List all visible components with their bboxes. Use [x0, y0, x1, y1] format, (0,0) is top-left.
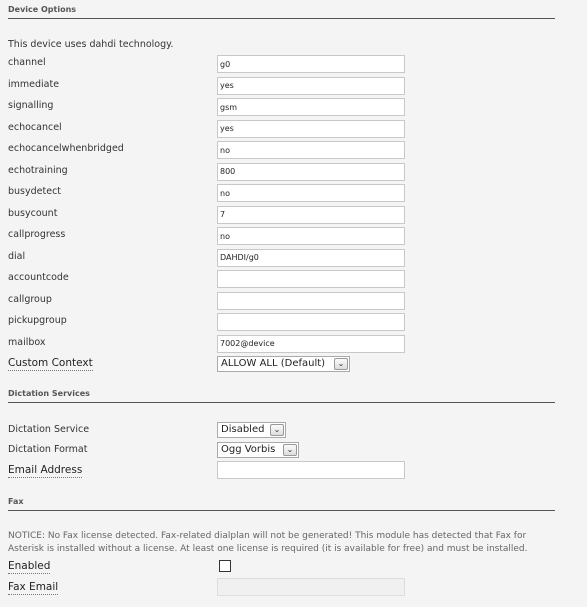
echocancel-input[interactable]	[217, 120, 405, 138]
dictation-service-label: Dictation Service	[8, 424, 90, 435]
fax-enabled-label: Enabled	[8, 560, 51, 572]
signalling-input[interactable]	[217, 98, 405, 116]
dial-input[interactable]	[217, 249, 405, 267]
chevron-down-icon: ⌄	[270, 424, 284, 436]
immediate-input[interactable]	[217, 77, 405, 95]
field-label-signalling: signalling	[8, 100, 54, 111]
field-label-accountcode: accountcode	[8, 272, 69, 283]
field-label-busycount: busycount	[8, 207, 58, 219]
field-label-echocancel: echocancel	[8, 121, 62, 133]
chevron-down-icon: ⌄	[334, 358, 348, 370]
field-label-mailbox: mailbox	[8, 336, 46, 348]
field-label-callprogress: callprogress	[8, 229, 66, 240]
field-label-immediate: immediate	[8, 78, 60, 90]
field-label-busydetect: busydetect	[8, 186, 62, 197]
device-technology-info: This device uses dahdi technology.	[8, 39, 174, 50]
channel-input[interactable]	[217, 55, 405, 73]
fax-enabled-checkbox[interactable]	[219, 560, 231, 572]
dictation-service-selected-value: Disabled	[221, 424, 265, 435]
field-label-echocancelwhenbridged: echocancelwhenbridged	[8, 143, 124, 154]
accountcode-input[interactable]	[217, 270, 405, 288]
callprogress-input[interactable]	[217, 227, 405, 245]
mailbox-input[interactable]	[217, 335, 405, 353]
echotraining-input[interactable]	[217, 163, 405, 181]
busycount-input[interactable]	[217, 206, 405, 224]
fax-header: Fax	[8, 497, 555, 511]
field-label-echotraining: echotraining	[8, 164, 68, 176]
device-options-header: Device Options	[8, 5, 555, 19]
dictation-format-selected-value: Ogg Vorbis	[221, 444, 276, 455]
email-address-input[interactable]	[217, 461, 405, 479]
dictation-services-header: Dictation Services	[8, 389, 555, 403]
fax-email-label: Fax Email	[8, 581, 59, 593]
field-label-dial: dial	[8, 250, 26, 262]
echocancelwhenbridged-input[interactable]	[217, 141, 405, 159]
fax-license-notice: NOTICE: No Fax license detected. Fax-related dialplan will not be generated! This module has detected that Fax for Asterisk is installed without a license. At least one license is required (it is available for free) and must be installed.	[8, 531, 528, 554]
chevron-down-icon: ⌄	[283, 444, 297, 456]
busydetect-input[interactable]	[217, 184, 405, 202]
custom-context-label: Custom Context	[8, 357, 93, 369]
pickupgroup-input[interactable]	[217, 313, 405, 331]
custom-context-selected-value: ALLOW ALL (Default)	[221, 358, 326, 369]
fax-email-input[interactable]	[217, 578, 405, 596]
dictation-format-select[interactable]	[217, 442, 299, 458]
dictation-format-label: Dictation Format	[8, 444, 88, 455]
field-label-pickupgroup: pickupgroup	[8, 315, 67, 326]
dictation-service-select[interactable]	[217, 422, 286, 438]
field-label-channel: channel	[8, 57, 46, 68]
email-address-label: Email Address	[8, 464, 83, 476]
callgroup-input[interactable]	[217, 292, 405, 310]
custom-context-select[interactable]	[217, 356, 350, 372]
field-label-callgroup: callgroup	[8, 293, 52, 305]
